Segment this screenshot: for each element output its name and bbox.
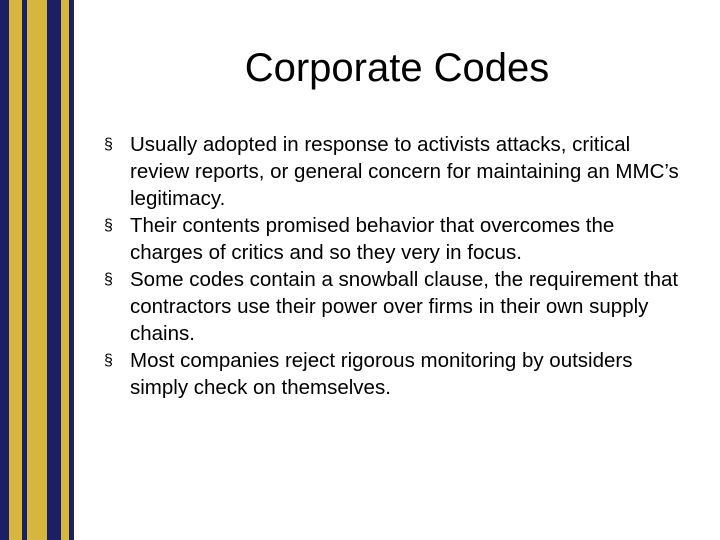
stripe-gold [61, 0, 69, 540]
bullet-text: Some codes contain a snowball clause, the requirement that contractors use their power over firms in their own supply chains. [130, 268, 679, 345]
bullet-text: Most companies reject rigorous monitoring by outsiders simply check on themselves. [130, 349, 633, 399]
bullet-item [104, 266, 684, 347]
bullet-item [104, 131, 684, 212]
bullet-marker: § [104, 217, 113, 234]
bullet-text: Usually adopted in response to activists attacks, critical review reports, or general concern for maintaining an MMC’s legitimacy. [130, 133, 679, 210]
stripe-gold [9, 0, 22, 540]
stripe-gold [27, 0, 47, 540]
bullet-text: Their contents promised behavior that overcomes the charges of critics and so they very in focus. [130, 214, 615, 264]
bullet-marker: § [104, 352, 113, 369]
bullet-marker: § [104, 271, 113, 288]
bullet-item [104, 347, 684, 401]
slide-title: Corporate Codes [244, 46, 550, 90]
bullet-marker: § [104, 136, 113, 153]
decorative-side-stripes [0, 0, 74, 540]
bullet-list [104, 131, 684, 401]
stripe-navy [47, 0, 61, 540]
stripe-navy [0, 0, 9, 540]
bullet-item [104, 212, 684, 266]
